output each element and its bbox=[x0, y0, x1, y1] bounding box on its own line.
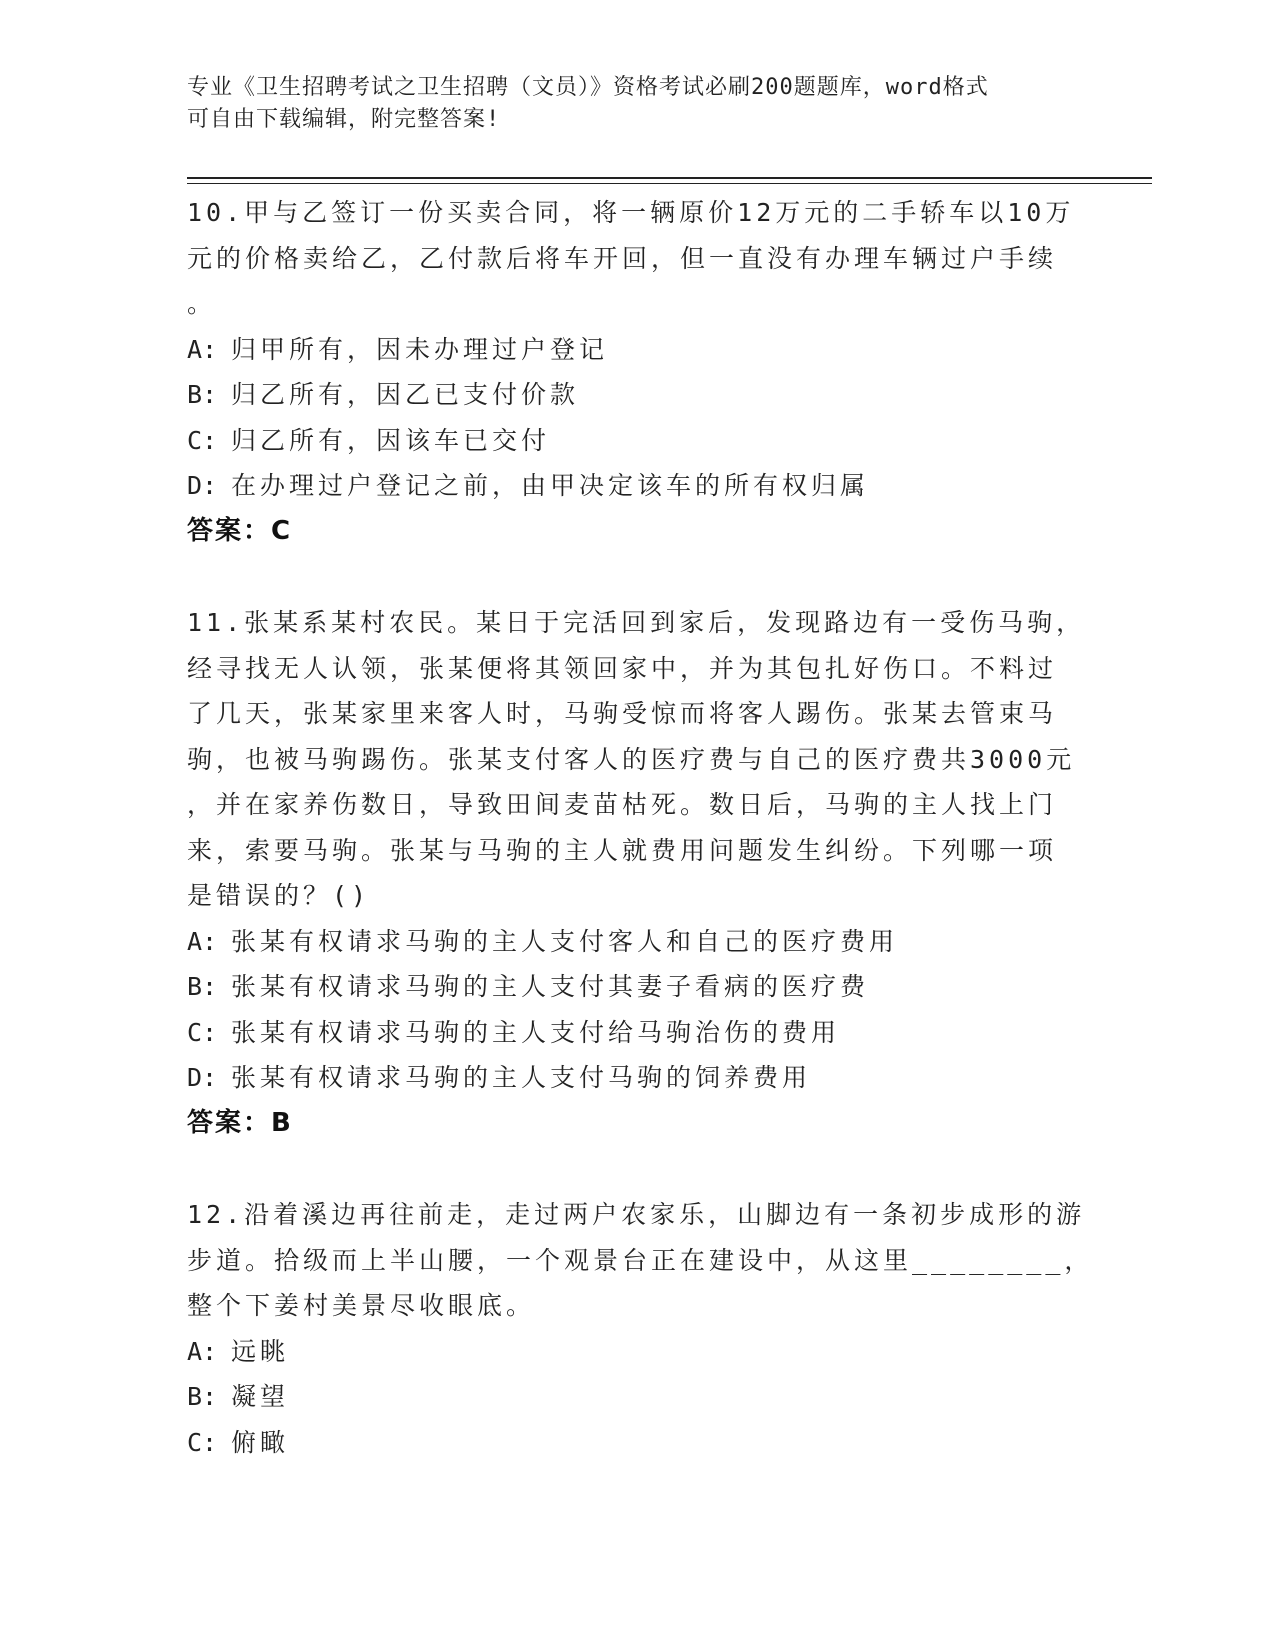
option-text: 张某有权请求马驹的主人支付客人和自己的医疗费用 bbox=[231, 926, 899, 956]
option-a bbox=[187, 327, 1077, 373]
question-stem-line: ，并在家养伤数日，导致田间麦苗枯死。数日后，马驹的主人找上门 bbox=[187, 790, 1058, 819]
question-10 bbox=[187, 190, 1077, 554]
question-12 bbox=[187, 1192, 1094, 1465]
option-c bbox=[187, 1010, 1077, 1056]
question-stem-line: 12.沿着溪边再往前走，走过两户农家乐，山脚边有一条初步成形的游 bbox=[187, 1200, 1086, 1229]
answer-line: 答案：B bbox=[187, 1107, 293, 1138]
option-label: D: bbox=[187, 1063, 218, 1092]
question-stem-line: 。 bbox=[187, 289, 217, 318]
option-text: 张某有权请求马驹的主人支付马驹的饲养费用 bbox=[231, 1063, 812, 1092]
question-stem bbox=[187, 600, 1086, 919]
option-label: D: bbox=[187, 471, 218, 500]
question-list bbox=[187, 190, 1094, 1465]
question-11 bbox=[187, 600, 1086, 1146]
option-label: C: bbox=[187, 1427, 218, 1457]
header-line-2: 可自由下载编辑，附完整答案! bbox=[187, 107, 501, 132]
option-b bbox=[187, 964, 1077, 1010]
option-b bbox=[187, 1374, 1077, 1420]
option-text: 在办理过户登记之前，由甲决定该车的所有权归属 bbox=[231, 471, 870, 500]
option-label: B: bbox=[187, 380, 218, 409]
option-label: B: bbox=[187, 1382, 218, 1411]
header-line-1: 专业《卫生招聘考试之卫生招聘（文员）》资格考试必刷200题题库，word格式 bbox=[187, 75, 989, 100]
option-label: A: bbox=[187, 334, 218, 364]
header-divider-thin bbox=[187, 183, 1152, 184]
question-spacer bbox=[187, 1146, 1077, 1192]
option-a bbox=[187, 919, 1077, 965]
question-stem-line: 11.张某系某村农民。某日于完活回到家后，发现路边有一受伤马驹， bbox=[187, 608, 1086, 637]
option-a bbox=[187, 1329, 1077, 1375]
option-text: 归乙所有，因乙已支付价款 bbox=[231, 380, 580, 409]
option-text: 凝望 bbox=[231, 1382, 290, 1411]
question-stem-line: 驹，也被马驹踢伤。张某支付客人的医疗费与自己的医疗费共3000元 bbox=[187, 744, 1076, 774]
option-c bbox=[187, 1420, 1077, 1466]
option-d bbox=[187, 463, 1077, 509]
question-stem-line: 整个下姜村美景尽收眼底。 bbox=[187, 1291, 536, 1320]
option-d bbox=[187, 1055, 1077, 1101]
option-c bbox=[187, 418, 1077, 464]
option-label: C: bbox=[187, 1017, 218, 1047]
question-stem-line: 是错误的？() bbox=[187, 881, 371, 910]
answer-line: 答案：C bbox=[187, 515, 293, 546]
option-label: C: bbox=[187, 425, 218, 455]
question-stem bbox=[187, 1192, 1094, 1329]
header-divider-thick bbox=[187, 177, 1152, 179]
option-text: 张某有权请求马驹的主人支付给马驹治伤的费用 bbox=[231, 1017, 841, 1047]
option-text: 归乙所有，因该车已交付 bbox=[231, 425, 551, 455]
document-header bbox=[187, 72, 1067, 136]
option-b bbox=[187, 372, 1077, 418]
question-stem-line: 元的价格卖给乙，乙付款后将车开回，但一直没有办理车辆过户手续 bbox=[187, 243, 1058, 273]
option-label: A: bbox=[187, 926, 218, 956]
question-stem-line: 10.甲与乙签订一份买卖合同，将一辆原价12万元的二手轿车以10万 bbox=[187, 198, 1075, 227]
question-stem-line: 经寻找无人认领，张某便将其领回家中，并为其包扎好伤口。不料过 bbox=[187, 653, 1058, 683]
option-text: 归甲所有，因未办理过户登记 bbox=[231, 334, 609, 364]
question-stem bbox=[187, 190, 1077, 327]
option-text: 张某有权请求马驹的主人支付其妻子看病的医疗费 bbox=[231, 972, 870, 1001]
option-text: 俯瞰 bbox=[231, 1427, 290, 1457]
question-stem-line: 步道。拾级而上半山腰，一个观景台正在建设中，从这里________， bbox=[187, 1245, 1094, 1275]
question-spacer bbox=[187, 554, 1077, 600]
option-text: 远眺 bbox=[231, 1336, 290, 1366]
question-stem-line: 来，索要马驹。张某与马驹的主人就费用问题发生纠纷。下列哪一项 bbox=[187, 835, 1058, 865]
option-label: A: bbox=[187, 1336, 218, 1366]
option-label: B: bbox=[187, 972, 218, 1001]
question-stem-line: 了几天，张某家里来客人时，马驹受惊而将客人踢伤。张某去管束马 bbox=[187, 699, 1058, 728]
